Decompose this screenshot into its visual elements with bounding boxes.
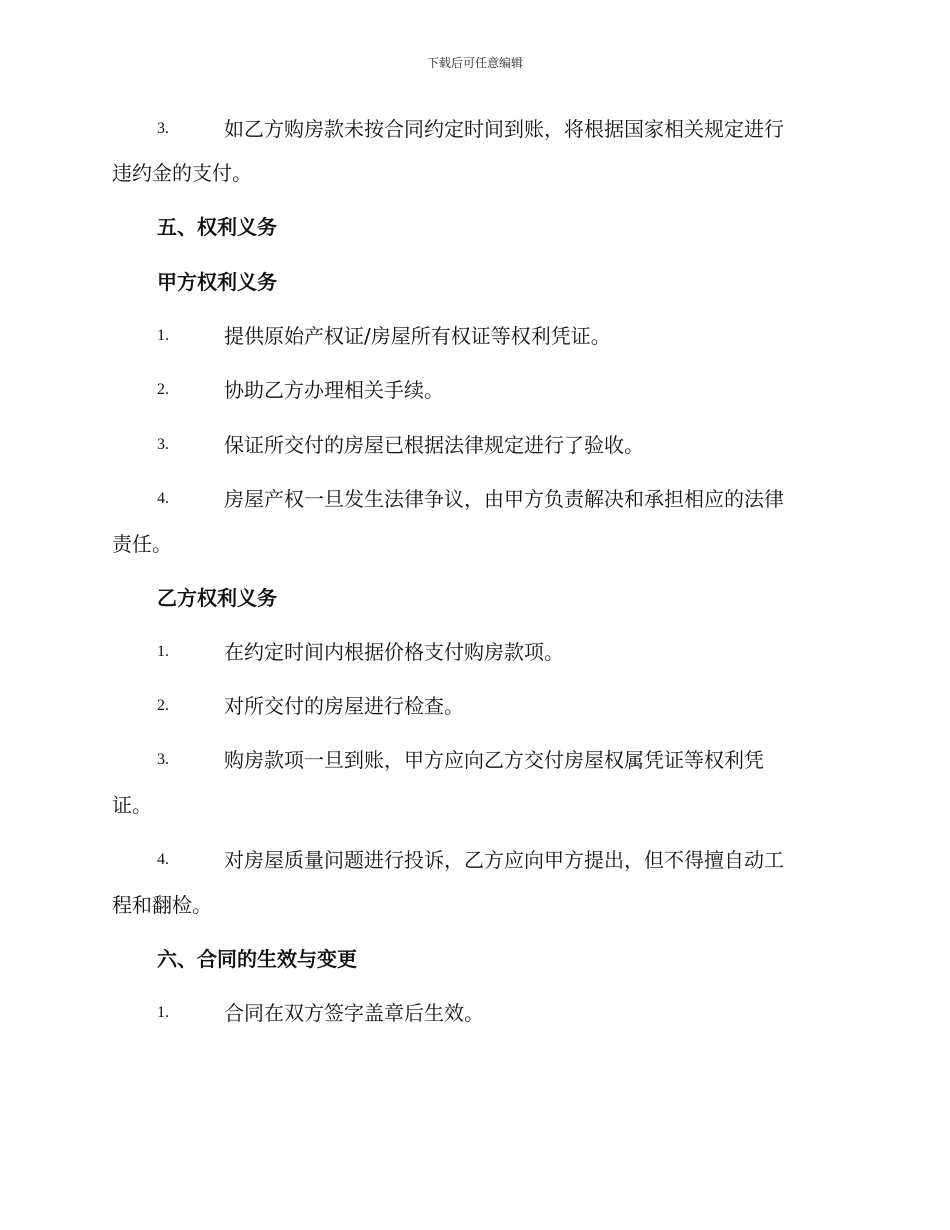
item-number: 3. [157,120,169,137]
list-item [0,114,950,144]
list-item [0,484,950,514]
item-number: 3. [157,751,169,768]
item-number: 1. [157,327,169,344]
item-text-continuation: 证。 [112,793,152,817]
item-number: 2. [157,697,169,714]
item-text-continuation: 程和翻检。 [112,893,212,917]
section-heading [0,212,950,242]
subsection-heading [0,583,950,613]
item-text: 对房屋质量问题进行投诉，乙方应向甲方提出，但不得擅自动工 [224,848,784,872]
item-text: 房屋产权一旦发生法律争议，由甲方负责解决和承担相应的法律 [224,487,784,511]
item-text-continuation: 违约金的支付。 [112,161,252,185]
item-text: 购房款项一旦到账，甲方应向乙方交付房屋权属凭证等权利凭 [224,748,764,772]
item-text: 在约定时间内根据价格支付购房款项。 [224,640,564,664]
list-item-continuation [0,158,950,188]
item-number: 4. [157,490,169,507]
list-item [0,845,950,875]
item-text: 对所交付的房屋进行检查。 [224,694,464,718]
item-text: 提供原始产权证/房屋所有权证等权利凭证。 [224,324,611,348]
item-number: 2. [157,381,169,398]
item-text: 合同在双方签字盖章后生效。 [224,1001,484,1025]
item-text-continuation: 责任。 [112,532,172,556]
item-number: 1. [157,643,169,660]
list-item [0,691,950,721]
section-title: 五、权利义务 [157,215,277,239]
list-item [0,637,950,667]
list-item [0,375,950,405]
item-number: 1. [157,1004,169,1021]
list-item-continuation [0,790,950,820]
item-text: 协助乙方办理相关手续。 [224,378,444,402]
list-item [0,321,950,351]
page-header: 下载后可任意编辑 [426,56,523,70]
list-item [0,430,950,460]
subsection-title: 甲方权利义务 [157,270,277,294]
list-item-continuation [0,529,950,559]
subsection-title: 乙方权利义务 [157,586,277,610]
item-text: 如乙方购房款未按合同约定时间到账，将根据国家相关规定进行 [224,117,784,141]
section-heading [0,944,950,974]
item-text: 保证所交付的房屋已根据法律规定进行了验收。 [224,433,644,457]
list-item [0,745,950,775]
list-item-continuation [0,890,950,920]
subsection-heading [0,267,950,297]
section-title: 六、合同的生效与变更 [157,947,357,971]
item-number: 4. [157,851,169,868]
item-number: 3. [157,436,169,453]
list-item [0,998,950,1028]
